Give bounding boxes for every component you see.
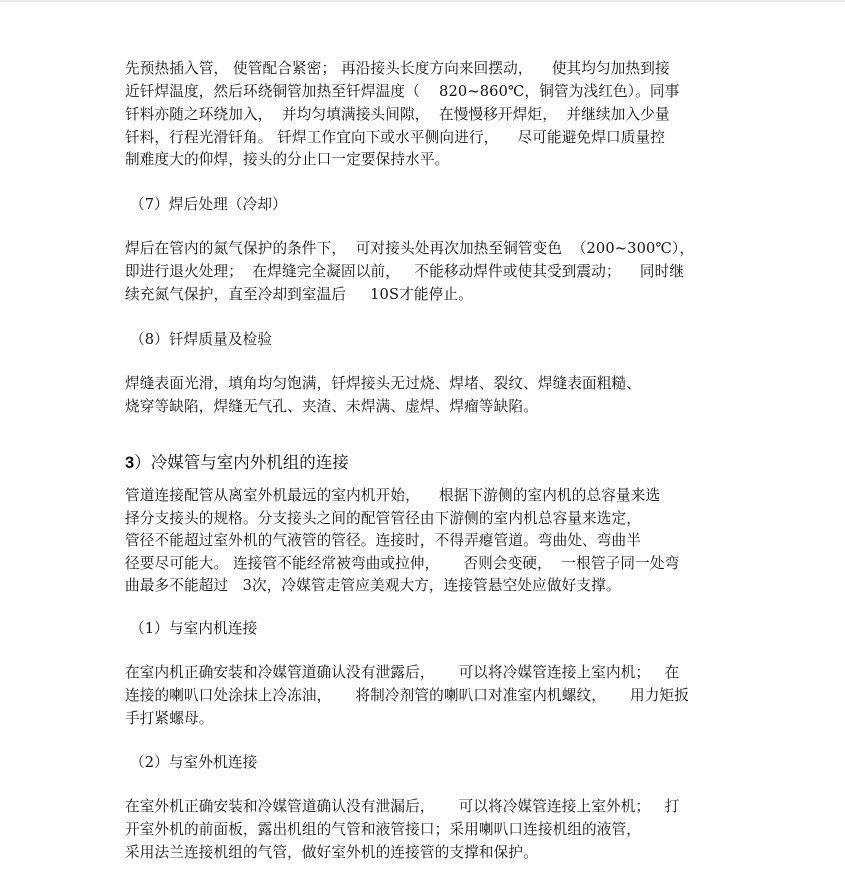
paragraph-line: 制难度大的仰焊，接头的分止口一定要保持水平。 [125, 151, 450, 168]
paragraph-line: 先预热插入管， 使管配合紧密； 再沿接头长度方向来回摆动， 使其均匀加热到接 [125, 60, 670, 77]
paragraph-line: 开室外机的前面板，露出机组的气管和液管接口；采用喇叭口连接机组的液管， [125, 821, 642, 838]
subheading-post-weld: （7）焊后处理（冷却） [130, 196, 287, 213]
paragraph-line: 钎料，行程光滑钎角。 钎焊工作宜向下或水平侧向进行， 尽可能避免焊口质量控 [125, 129, 665, 146]
paragraph-line: 在室外机正确安装和冷媒管道确认没有泄漏后， 可以将冷媒管连接上室外机； 打 [125, 798, 680, 815]
paragraph-line: 近钎焊温度，然后环绕铜管加热至钎焊温度（ 820~860℃，铜管为浅红色）。同事 [125, 83, 680, 100]
paragraph-line: 择分支接头的规格。分支接头之间的配管管径由下游侧的室内机总容量来选定， [125, 510, 642, 527]
section-number: 3 [125, 454, 135, 472]
section-title: ）冷媒管与室内外机组的连接 [134, 453, 349, 472]
subheading-indoor: （1）与室内机连接 [130, 620, 258, 637]
paragraph-line: 在室内机正确安装和冷媒管道确认没有泄露后， 可以将冷媒管连接上室内机； 在 [125, 664, 680, 681]
paragraph-line: 管径不能超过室外机的气液管的管径。连接时，不得弄瘪管道。弯曲处、弯曲半 [125, 532, 642, 549]
paragraph-line: 焊后在管内的氮气保护的条件下， 可对接头处再次加热至铜管变色 （200~300℃）， [125, 240, 695, 257]
paragraph-line: 管道连接配管从离室外机最远的室内机开始， 根据下游侧的室内机的总容量来选 [125, 487, 661, 504]
paragraph-line: 采用法兰连接机组的气管，做好室外机的连接管的支撑和保护。 [125, 844, 538, 861]
paragraph-line: 手打紧螺母。 [125, 710, 214, 727]
subheading-quality: （8）钎焊质量及检验 [130, 331, 273, 348]
subheading-outdoor: （2）与室外机连接 [130, 754, 258, 771]
paragraph-line: 续充氮气保护，直至冷却到室温后 10S才能停止。 [125, 286, 473, 303]
paragraph-line: 即进行退火处理； 在焊缝完全凝固以前， 不能移动焊件或使其受到震动； 同时继 [125, 263, 685, 280]
paragraph-line: 连接的喇叭口处涂抹上冷冻油， 将制冷剂管的喇叭口对准室内机螺纹， 用力矩扳 [125, 687, 689, 704]
paragraph-line: 焊缝表面光滑，填角均匀饱满，钎焊接头无过烧、焊堵、裂纹、焊缝表面粗糙、 [125, 375, 642, 392]
paragraph-line: 烧穿等缺陷，焊缝无气孔、夹渣、未焊满、虚焊、焊瘤等缺陷。 [125, 398, 538, 415]
section-heading [125, 452, 349, 474]
paragraph-line: 钎料亦随之环绕加入， 并均匀填满接头间隙， 在慢慢移开焊炬， 并继续加入少量 [125, 106, 670, 123]
paragraph-line: 曲最多不能超过 3次，冷媒管走管应美观大方，连接管悬空处应做好支撑。 [125, 577, 621, 594]
paragraph-line: 径要尽可能大。 连接管不能经常被弯曲或拉伸， 否则会变硬， 一根管子同一处弯 [125, 555, 680, 572]
